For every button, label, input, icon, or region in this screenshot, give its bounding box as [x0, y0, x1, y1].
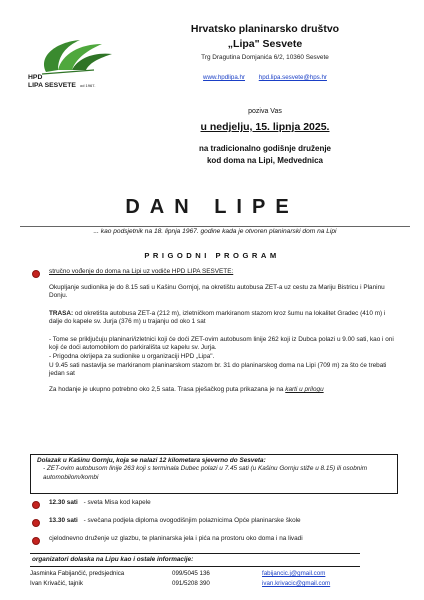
bullet-icon — [32, 519, 40, 527]
map-attachment-link[interactable]: karti u prilogu — [285, 386, 324, 393]
trasa-text: TRASA: od okretišta autobusa ZET-a (212 m), izletničkom markiranom stazom kroz šumu na lokalitet Gradec (410 m) i dalje do kapele sv. Jurja (376 m) u trajanju od oko 1 sat — [49, 310, 386, 326]
email-link[interactable]: hpd.lipa.sesvete@hps.hr — [258, 74, 327, 81]
arrival-info-box — [30, 454, 398, 494]
event-tagline: ... kao podsjetnik na 18. lipnja 1967. godine kada je otvoren planinarski dom na Lipi — [20, 226, 410, 235]
invite-intro: poziva Vas — [248, 108, 282, 115]
bullet-icon — [32, 501, 40, 509]
contacts-section — [30, 553, 360, 589]
website-link[interactable]: www.hpdlipa.hr — [203, 74, 246, 81]
logo-wordmark: HPD LIPA SESVETE od 1967. — [28, 74, 96, 89]
bullet-icon — [32, 537, 40, 545]
trasa-bus-text: - Tome se priključuju planinari/izletnici koji će doći ZET-ovim autobusom linije 262 koji iz Dubca polazi u 9.00 sati, kao i oni koji će doći automobilom do parkirališta uz kapelu sv. Jurja. — [49, 336, 394, 352]
contact-email-link[interactable]: fabijancic.j@gmail.com — [262, 570, 326, 578]
event-title: DAN LIPE — [125, 196, 299, 218]
contact-row: Jasminka Fabijančić, predsjednica 099/5045 136 fabijancic.j@gmail.com — [30, 566, 360, 579]
program-item-diplomas: 13.30 sati - svečana podjela diploma ovogodišnjim polaznicima Opće planinarske škole — [49, 517, 301, 524]
program-item-1-title: stručno vođenje do doma na Lipi uz vodiče HPD LIPA SESVETE: — [49, 268, 234, 275]
organization-name: Hrvatsko planinarsko društvo „Lipa" Sesvete — [190, 23, 340, 50]
total-time-text: Za hodanje je ukupno potrebno oko 2,5 sata. Trasa pješačkog puta prikazana je na karti u prilogu — [49, 386, 324, 393]
trasa-refreshment-text: - Prigodna okrijepa za sudionike u organizaciji HPD „Lipa". — [49, 353, 215, 360]
contact-email-link[interactable]: ivan.krivacic@gmail.com — [262, 580, 331, 588]
program-item-socializing: cjelodnevno druženje uz glazbu, te planinarska jela i pića na prostoru oko doma i na livadi — [49, 535, 303, 542]
contact-row: Ivan Krivačić, tajnik 091/5208 390 ivan.krivacic@gmail.com — [30, 580, 331, 588]
bullet-icon — [32, 270, 40, 278]
trasa-continue-text: U 9.45 sati nastavlja se markiranom planinarskom stazom br. 31 do planinarskog doma na Lipi (709 m) za što će trebati jedan sat — [49, 362, 387, 378]
program-heading: PRIGODNI PROGRAM — [144, 251, 280, 260]
organization-address: Trg Dragutina Domjanića 6/2, 10360 Sesvete — [201, 54, 329, 61]
contact-links — [130, 74, 400, 81]
event-description: na tradicionalno godišnje druženje kod doma na Lipi, Medvednica — [198, 144, 331, 165]
program-item-mass: 12.30 sati - sveta Misa kod kapele — [49, 499, 151, 506]
contacts-heading: organizatori dolaska na Lipu kao i ostale informacije: — [32, 556, 194, 563]
arrival-box-text: - ZET-ovim autobusom linije 263 koji s terminala Dubec polazi u 7.45 sati (u Kašinu Gornju stiže u 8.15) ili osobnim automobilom/kombi — [43, 465, 368, 481]
arrival-box-title: Dolazak u Kašinu Gornju, koja se nalazi 12 kilometara sjeverno do Sesveta: — [37, 457, 266, 464]
event-date: u nedjelju, 15. lipnja 2025. — [200, 121, 330, 133]
linden-leaf-logo-icon — [42, 40, 112, 74]
gathering-text: Okupljanje sudionika je do 8.15 sati u Kašinu Gornjoj, na okretištu autobusa ZET-a uz cestu za Mariju Bistricu i Planinu Donju. — [49, 284, 385, 300]
